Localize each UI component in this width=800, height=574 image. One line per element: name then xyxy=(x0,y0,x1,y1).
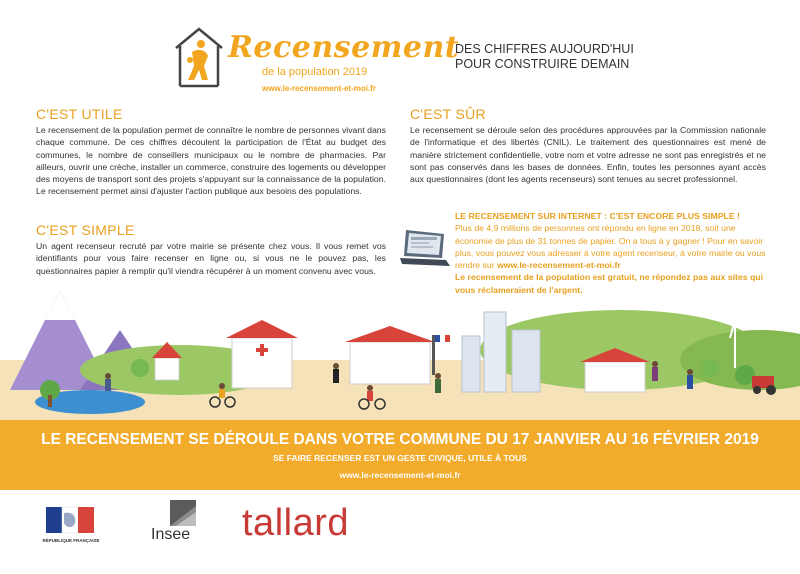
brand-title: Recensement xyxy=(228,30,460,65)
date-banner-main: LE RECENSEMENT SE DÉROULE DANS VOTRE COMMUNE DU 17 JANVIER AU 16 FÉVRIER 2019 xyxy=(41,431,759,448)
tower-2 xyxy=(484,312,506,392)
brand-url-link[interactable]: www.le-recensement-et-moi.fr xyxy=(262,84,376,93)
town-illustration xyxy=(0,290,800,420)
tagline-line-2: POUR CONSTRUIRE DEMAIN xyxy=(455,57,630,71)
insee-logo-icon xyxy=(170,500,196,526)
internet-warning: Le recensement de la population est gratuit, ne répondez pas aux sites qui vous réclameraient de l'argent. xyxy=(455,272,763,295)
tallard-logo: tallard xyxy=(242,502,349,544)
town-hall xyxy=(350,342,430,384)
internet-body: Plus de 4,9 millions de personnes ont répondu en ligne en 2018, soit une économie de plus de 31 tonnes de papier. On a tous à y gagner ! Pour en savoir plus, vous pouvez vous adresser à votre agent recenseur, à votre mairie ou vous rendre sur xyxy=(455,223,766,271)
brand-subtitle: de la population 2019 xyxy=(262,66,368,78)
internet-info-block xyxy=(455,210,775,296)
republique-francaise-label: RÉPUBLIQUE FRANÇAISE xyxy=(42,538,100,543)
insee-label: Insee xyxy=(151,526,191,543)
section-body-sur: Le recensement se déroule selon des procédures approuvées par la Commission nationale de l'informatique et des libertés (CNIL). Le traitement des questionnaires est mené de manière strictement confidentielle, votre nom et votre adresse ne sont pas enregistrés et ne sont pas conservés dans les bases de données. Enfin, toutes les personnes ayant accès aux questionnaires (dont les agents recenseurs) sont tenues au secret professionnel. xyxy=(410,125,766,185)
header xyxy=(0,0,800,100)
school xyxy=(585,362,645,392)
internet-url-link[interactable]: www.le-recensement-et-moi.fr xyxy=(497,260,621,271)
section-body-utile: Le recensement de la population permet de connaître le nombre de personnes vivant dans chaque commune. De ces chiffres découlent la participation de l'État au budget des communes, le nombre de conseillers municipaux ou le nombre de pharmacies. Par ailleurs, ouvrir une crèche, installer un commerce, construire des logements ou développer des moyens de transport sont des projets s'appuyant sur la connaissance de la population. Le recensement permet ainsi d'ajuster l'action publique aux besoins des populations. xyxy=(36,125,386,197)
internet-heading: LE RECENSEMENT SUR INTERNET : C'EST ENCORE PLUS SIMPLE ! xyxy=(455,211,740,221)
house-red-roof xyxy=(155,358,179,380)
section-title-utile: C'EST UTILE xyxy=(36,106,123,122)
tower-1 xyxy=(462,336,480,392)
section-title-sur: C'EST SÛR xyxy=(410,106,486,122)
date-banner-url-link[interactable]: www.le-recensement-et-moi.fr xyxy=(339,470,461,480)
section-title-simple: C'EST SIMPLE xyxy=(36,222,135,238)
tagline-line-1: DES CHIFFRES AUJOURD'HUI xyxy=(455,42,634,56)
tagline xyxy=(455,42,634,72)
footer-logos xyxy=(0,490,800,574)
recensement-house-logo-icon xyxy=(172,26,226,88)
date-banner-sub: SE FAIRE RECENSER EST UN GESTE CIVIQUE, UTILE À TOUS xyxy=(273,453,527,463)
laptop-icon xyxy=(398,228,450,268)
section-body-simple: Un agent recenseur recruté par votre mairie se présente chez vous. Il vous remet vos identifiants pour vous faire recenser en ligne ou, si vous ne le pouvez pas, les questionnaires papier à remplir qu'il viendra récupérer à un moment convenu avec vous. xyxy=(36,241,386,276)
